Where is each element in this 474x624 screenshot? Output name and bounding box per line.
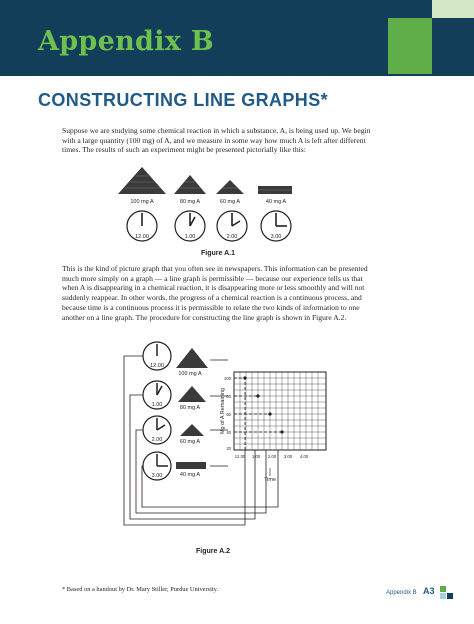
y-tick: 20 xyxy=(226,446,231,451)
pile-80mg xyxy=(178,386,206,402)
clock-time: 3.00 xyxy=(270,234,282,240)
clock-icon xyxy=(217,211,247,241)
decorative-cube xyxy=(447,593,453,599)
pile-label: 40 mg A xyxy=(179,472,201,478)
pile-60mg xyxy=(180,424,204,436)
clock-time: 2.00 xyxy=(151,437,163,443)
pile-label: 60 mg A xyxy=(219,199,241,205)
pile-label: 100 mg A xyxy=(130,199,154,205)
decorative-cube xyxy=(440,586,446,592)
clock-time: 12.00 xyxy=(135,234,149,240)
clock-icon xyxy=(143,381,171,409)
y-axis-label: Mg of A Remaining xyxy=(220,387,226,435)
y-tick: 60 xyxy=(226,412,231,417)
x-tick: 1.00 xyxy=(251,454,261,459)
clock-time: 12.00 xyxy=(150,363,164,369)
pile-40mg xyxy=(176,462,206,469)
section-title: CONSTRUCTING LINE GRAPHS* xyxy=(38,90,329,110)
intro-paragraph: Suppose we are studying some chemical reaction in which a substance, A, is being used up. We begin with a large quantity (100 mg) of A, and we measure in some way how much A is left after different times. The results of such an experiment might be presented pictorially like this: xyxy=(62,126,371,155)
x-tick: 3.00 xyxy=(283,454,293,459)
clock-time: 1.00 xyxy=(151,402,163,408)
body-paragraph: This is the kind of picture graph that you often see in newspapers. This information can be presented much more simply on a graph — a line graph is permissible — because our experience tells us that when A is disappearing in a chemical reaction, it is disappearing more or less smoothly and will not suddenly reappear. In other words, the progress of a chemical reaction is a continuous process, and because time is a continuous process it is permissible to relate the two kinds of information to one another on a line graph. The procedure for constructing the line graph is shown in Figure A.2. xyxy=(62,264,368,322)
y-tick: 80 xyxy=(226,394,231,399)
appendix-title: Appendix B xyxy=(38,26,214,57)
clock-time: 2.00 xyxy=(226,234,238,240)
clock-icon xyxy=(175,211,205,241)
figure-a1-caption: Figure A.1 xyxy=(201,250,235,257)
x-tick: 2.00 xyxy=(267,454,277,459)
clock-time: 1.00 xyxy=(184,234,196,240)
pile-100mg xyxy=(176,348,208,368)
line-graph-grid xyxy=(220,372,326,483)
y-tick: 100 xyxy=(224,376,231,381)
figure-a2 xyxy=(124,342,326,525)
pile-label: 100 mg A xyxy=(178,371,202,377)
clock-icon xyxy=(143,416,171,444)
clock-icon xyxy=(143,342,171,370)
x-axis-label: Time xyxy=(263,477,277,483)
x-tick: 4.00 xyxy=(299,454,309,459)
page-number: A3 xyxy=(423,586,435,596)
pile-label: 80 mg A xyxy=(179,405,201,411)
clock-icon xyxy=(127,211,157,241)
page-section-label: Appendix B xyxy=(386,590,417,596)
clock-icon xyxy=(143,452,171,480)
footnote: * Based on a handout by Dr. Mary Stiller, Purdue University. xyxy=(62,586,219,593)
pile-100mg xyxy=(118,167,166,194)
clock-icon xyxy=(261,211,291,241)
pile-label: 40 mg A xyxy=(265,199,287,205)
decorative-cube xyxy=(440,593,446,599)
pile-label: 80 mg A xyxy=(179,199,201,205)
pile-label: 60 mg A xyxy=(179,439,201,445)
x-tick: 12.00 xyxy=(234,454,246,459)
clock-time: 3.00 xyxy=(151,473,163,479)
pile-80mg xyxy=(174,175,206,194)
y-tick: 40 xyxy=(226,430,231,435)
figure-a2-caption: Figure A.2 xyxy=(196,548,230,555)
figure-a1 xyxy=(118,167,292,241)
pile-60mg xyxy=(216,180,244,194)
